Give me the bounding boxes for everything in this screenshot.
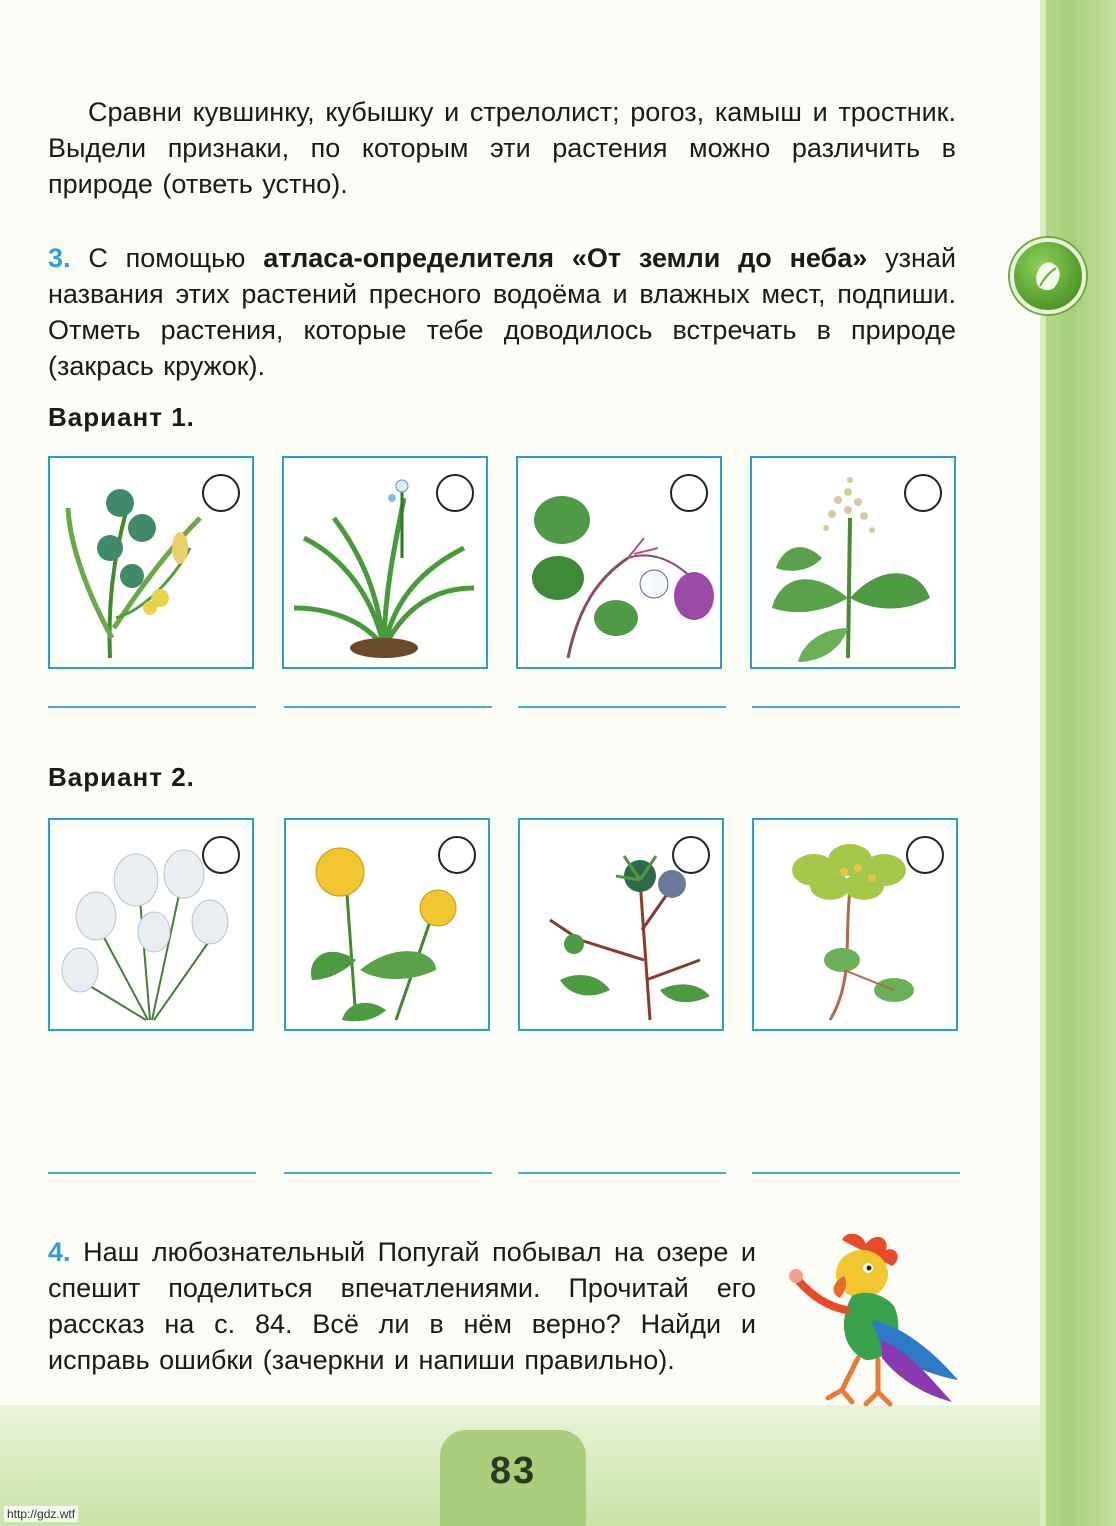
variant-2-answer-line-3[interactable] bbox=[518, 1172, 726, 1174]
variant-1-answer-line-3[interactable] bbox=[518, 706, 726, 708]
variant-2-answer-line-2[interactable] bbox=[284, 1172, 492, 1174]
variant-1-card-2 bbox=[282, 456, 488, 669]
variant-1-card-3-checkbox[interactable] bbox=[670, 474, 708, 512]
page-number-tab bbox=[440, 1430, 586, 1526]
leaf-icon bbox=[1010, 238, 1086, 314]
variant-1-answer-line-1[interactable] bbox=[48, 706, 256, 708]
variant-1-answer-line-2[interactable] bbox=[284, 706, 492, 708]
page-edge-highlight bbox=[1040, 0, 1046, 1526]
source-watermark: http://gdz.wtf bbox=[4, 1506, 78, 1522]
variant-1-card-1-checkbox[interactable] bbox=[202, 474, 240, 512]
variant-1-card-3 bbox=[516, 456, 722, 669]
task-4-paragraph bbox=[48, 1234, 756, 1378]
variant-2-answer-line-4[interactable] bbox=[752, 1172, 960, 1174]
task-4-number: 4. bbox=[48, 1237, 71, 1267]
page-edge-sidebar bbox=[1040, 0, 1116, 1526]
parrot-icon bbox=[782, 1230, 962, 1410]
variant-2-answer-line-1[interactable] bbox=[48, 1172, 256, 1174]
variant-2-card-4 bbox=[752, 818, 958, 1031]
task-3-atlas-title: атласа-определителя «От земли до неба» bbox=[263, 243, 868, 273]
variant-2-card-3 bbox=[518, 818, 724, 1031]
variant-1-title: Вариант 1. bbox=[48, 402, 195, 432]
variant-2-card-4-checkbox[interactable] bbox=[906, 836, 944, 874]
task-4-text: Наш любознательный Попугай побывал на озере и спешит поделиться впечатлениями. Прочитай его рассказ на с. 84. Всё ли в нём верно? Найди и исправь ошибки (зачеркни и напиши правильно). bbox=[48, 1237, 756, 1375]
variant-1-card-2-checkbox[interactable] bbox=[436, 474, 474, 512]
variant-2-card-1-checkbox[interactable] bbox=[202, 836, 240, 874]
variant-1-answer-line-4[interactable] bbox=[752, 706, 960, 708]
task-3-paragraph bbox=[48, 240, 956, 384]
variant-1-card-4 bbox=[750, 456, 956, 669]
variant-1-card-1 bbox=[48, 456, 254, 669]
variant-2-card-3-checkbox[interactable] bbox=[672, 836, 710, 874]
page-number: 83 bbox=[489, 1449, 537, 1492]
task-3-number: 3. bbox=[48, 243, 71, 273]
variant-2-card-2 bbox=[284, 818, 490, 1031]
variant-2-card-2-checkbox[interactable] bbox=[438, 836, 476, 874]
intro-paragraph bbox=[48, 94, 956, 202]
intro-text: Сравни кувшинку, кубышку и стрелолист; рогоз, камыш и тростник. Выдели признаки, по которым эти растения можно различить в природе (ответь устно). bbox=[48, 97, 956, 199]
task-3-text: узнай названия этих растений пресного водоёма и влажных мест, подпиши. Отметь растения, которые тебе доводилось встречать в природе (закрась кружок). bbox=[48, 243, 956, 381]
task-3-prefix: С помощью bbox=[88, 243, 246, 273]
variant-2-title: Вариант 2. bbox=[48, 762, 195, 792]
variant-1-card-4-checkbox[interactable] bbox=[904, 474, 942, 512]
variant-2-card-1 bbox=[48, 818, 254, 1031]
